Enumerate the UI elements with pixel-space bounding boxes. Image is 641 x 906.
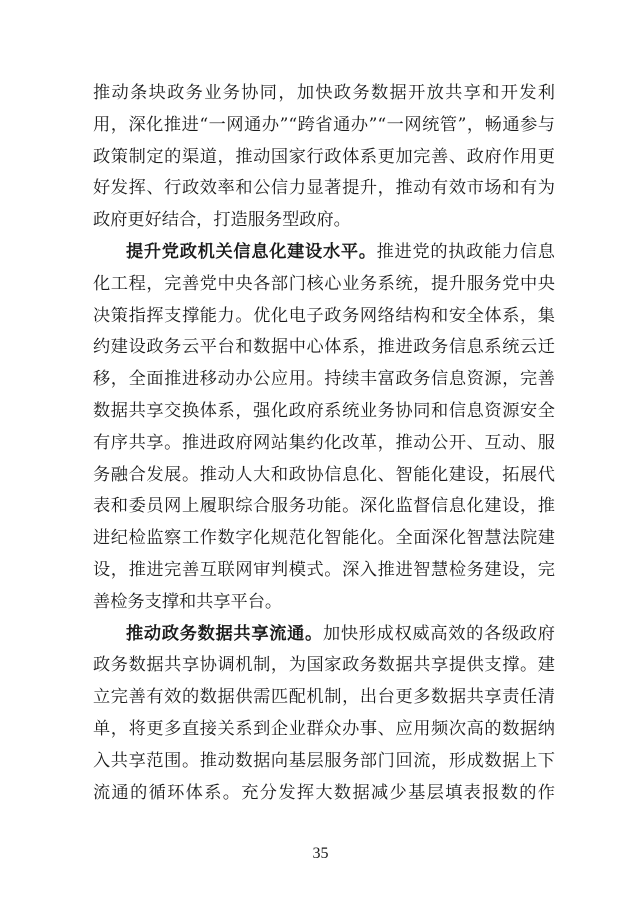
paragraph (93, 619, 555, 810)
text-line: 政务数据共享协调机制，为国家政务数据共享提供支撑。建 (93, 655, 555, 676)
text-line: 务融合发展。推动人大和政协信息化、智能化建设，拓展代 (93, 464, 555, 485)
page-number: 35 (312, 845, 329, 862)
text-line: 单，将更多直接关系到企业群众办事、应用频次高的数据纳 (93, 718, 555, 739)
text-line: 推动条块政务业务协同，加快政务数据开放共享和开发利 (93, 83, 555, 103)
paragraph (93, 78, 555, 237)
paragraph-heading: 推动政务数据共享流通。 (126, 623, 323, 644)
text-line (93, 237, 555, 269)
text-line: 流通的循环体系。充分发挥大数据减少基层填表报数的作 (93, 782, 555, 803)
text-line: 约建设政务云平台和数据中心体系，推进政务信息系统云迁 (93, 337, 555, 358)
text-line (93, 619, 555, 651)
text-line: 化工程，完善党中央各部门核心业务系统，提升服务党中央 (93, 273, 555, 294)
text-line: 有序共享。推进政府网站集约化改革，推动公开、互动、服 (93, 432, 555, 453)
paragraph-heading: 提升党政机关信息化建设水平。 (126, 241, 377, 262)
text-line: 入共享范围。推动数据向基层服务部门回流，形成数据上下 (93, 750, 555, 771)
text-line: 表和委员网上履职综合服务功能。深化监督信息化建设，推 (93, 496, 555, 517)
text-span: 加快形成权威高效的各级政府 (322, 623, 555, 644)
text-line: 立完善有效的数据供需匹配机制，出台更多数据共享责任清 (93, 687, 555, 708)
text-line: 设，推进完善互联网审判模式。深入推进智慧检务建设，完 (93, 559, 555, 580)
text-line: 移，全面推进移动办公应用。持续丰富政务信息资源，完善 (93, 369, 555, 390)
paragraph (93, 237, 555, 619)
text-line: 好发挥、行政效率和公信力显著提升，推动有效市场和有为 (93, 178, 555, 199)
document-body (93, 78, 555, 809)
text-line: 善检务支撑和共享平台。 (93, 591, 283, 612)
text-line: 进纪检监察工作数字化规范化智能化。全面深化智慧法院建 (93, 528, 555, 549)
text-line: 政府更好结合，打造服务型政府。 (93, 210, 351, 231)
text-span: 推进党的执政能力信息 (376, 241, 555, 262)
text-line: 用，深化推进“一网通办”“跨省通办”“一网统管”，畅通参与 (93, 114, 555, 135)
text-line: 政策制定的渠道，推动国家行政体系更加完善、政府作用更 (93, 146, 555, 167)
text-line: 数据共享交换体系，强化政府系统业务协同和信息资源安全 (93, 400, 555, 421)
text-line: 决策指挥支撑能力。优化电子政务网络结构和安全体系，集 (93, 305, 555, 326)
